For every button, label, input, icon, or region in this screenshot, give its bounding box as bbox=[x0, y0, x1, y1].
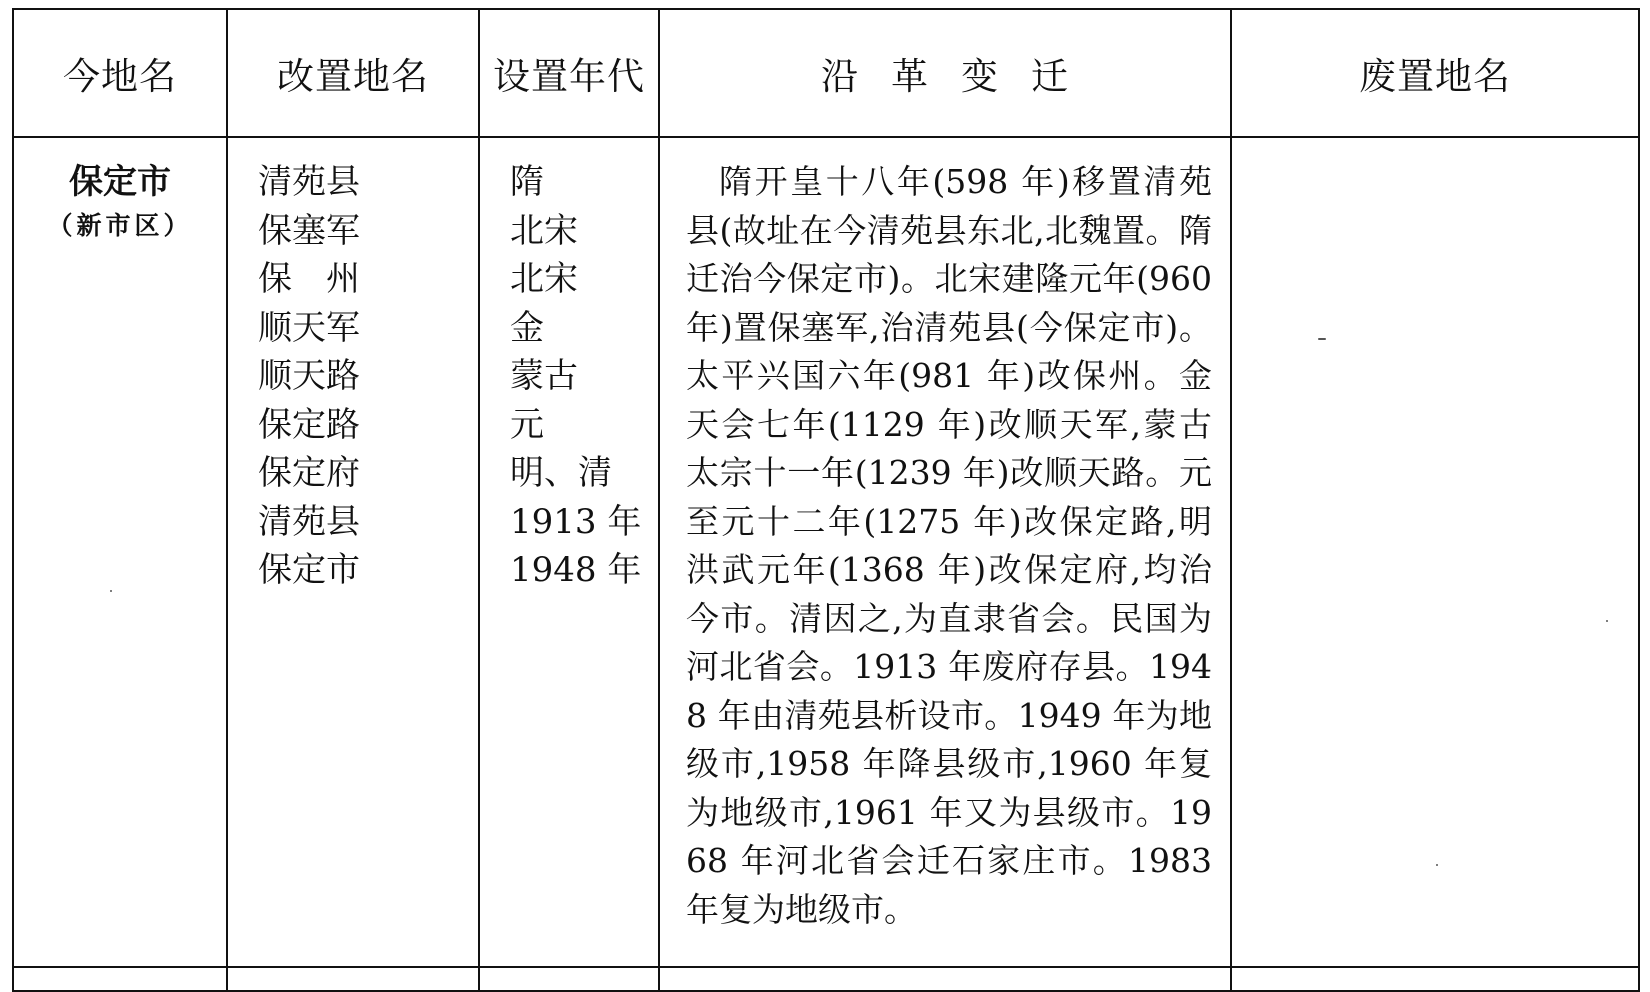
list-item: 清苑县 bbox=[258, 162, 360, 202]
list-item: 保定路 bbox=[258, 404, 360, 445]
set-eras-cell bbox=[479, 137, 659, 991]
list-item: 北宋 bbox=[510, 259, 578, 299]
scan-speck bbox=[110, 590, 112, 592]
history-text: 隋开皇十八年(598 年)移置清苑县(故址在今清苑县东北,北魏置。隋迁治今保定市)。北宋建隆元年(960 年)置保塞军,治清苑县(今保定市)。太平兴国六年(981 年)改保州。金天会七年(1129 年)改顺天军,蒙古太宗十一年(1239 年)改顺天路。元至元十二年(1275 年)改保定路,明洪武元年(1368 年)改保定府,均治今市。清因之,为直隶省会。民国为河北省会。1913 年废府存县。1948 年由清苑县析设市。1949 年为地级市,1958 年降县级市,1960 年复为地级市,1961 年又为县级市。1968 年河北省会迁石家庄市。1983 年复为地级市。 bbox=[686, 162, 1212, 929]
table-row bbox=[13, 137, 1639, 991]
list-item: 清苑县 bbox=[258, 501, 360, 542]
current-name: 保定市 bbox=[69, 162, 171, 202]
header-current-name: 今地名 bbox=[13, 9, 227, 137]
header-history-char: 变 bbox=[961, 55, 999, 98]
changed-names-list bbox=[228, 138, 478, 595]
scan-speck bbox=[1318, 338, 1326, 340]
list-item: 明、清 bbox=[510, 453, 612, 493]
history-table bbox=[12, 8, 1640, 992]
list-item: 1913 年 bbox=[510, 501, 642, 542]
changed-names-cell bbox=[227, 137, 479, 991]
list-item: 蒙古 bbox=[510, 356, 578, 396]
current-name-note: （新市区） bbox=[47, 211, 193, 240]
list-item: 保定市 bbox=[258, 550, 360, 590]
list-item: 元 bbox=[510, 404, 544, 445]
scan-speck bbox=[1606, 620, 1608, 622]
list-item: 保 州 bbox=[258, 259, 360, 299]
list-item: 北宋 bbox=[510, 210, 578, 251]
abolished-name-cell bbox=[1231, 137, 1639, 991]
header-history-char: 沿 bbox=[821, 55, 859, 98]
table-header-row bbox=[13, 9, 1639, 137]
next-row-border bbox=[12, 966, 1638, 988]
current-name-cell bbox=[13, 137, 227, 991]
list-item: 保定府 bbox=[258, 453, 360, 493]
history-cell bbox=[659, 137, 1231, 991]
header-history-char: 迁 bbox=[1031, 55, 1069, 98]
list-item: 1948 年 bbox=[510, 550, 642, 590]
list-item: 金 bbox=[510, 307, 544, 348]
header-set-era: 设置年代 bbox=[479, 9, 659, 137]
set-eras-list bbox=[480, 138, 658, 595]
list-item: 隋 bbox=[510, 162, 544, 202]
header-history bbox=[659, 9, 1231, 137]
header-history-char: 革 bbox=[891, 55, 929, 98]
list-item: 顺天军 bbox=[258, 307, 360, 348]
header-changed-name: 改置地名 bbox=[227, 9, 479, 137]
list-item: 保塞军 bbox=[258, 210, 360, 251]
list-item: 顺天路 bbox=[258, 356, 360, 396]
header-abolished-name: 废置地名 bbox=[1231, 9, 1639, 137]
scan-speck bbox=[1436, 864, 1438, 866]
